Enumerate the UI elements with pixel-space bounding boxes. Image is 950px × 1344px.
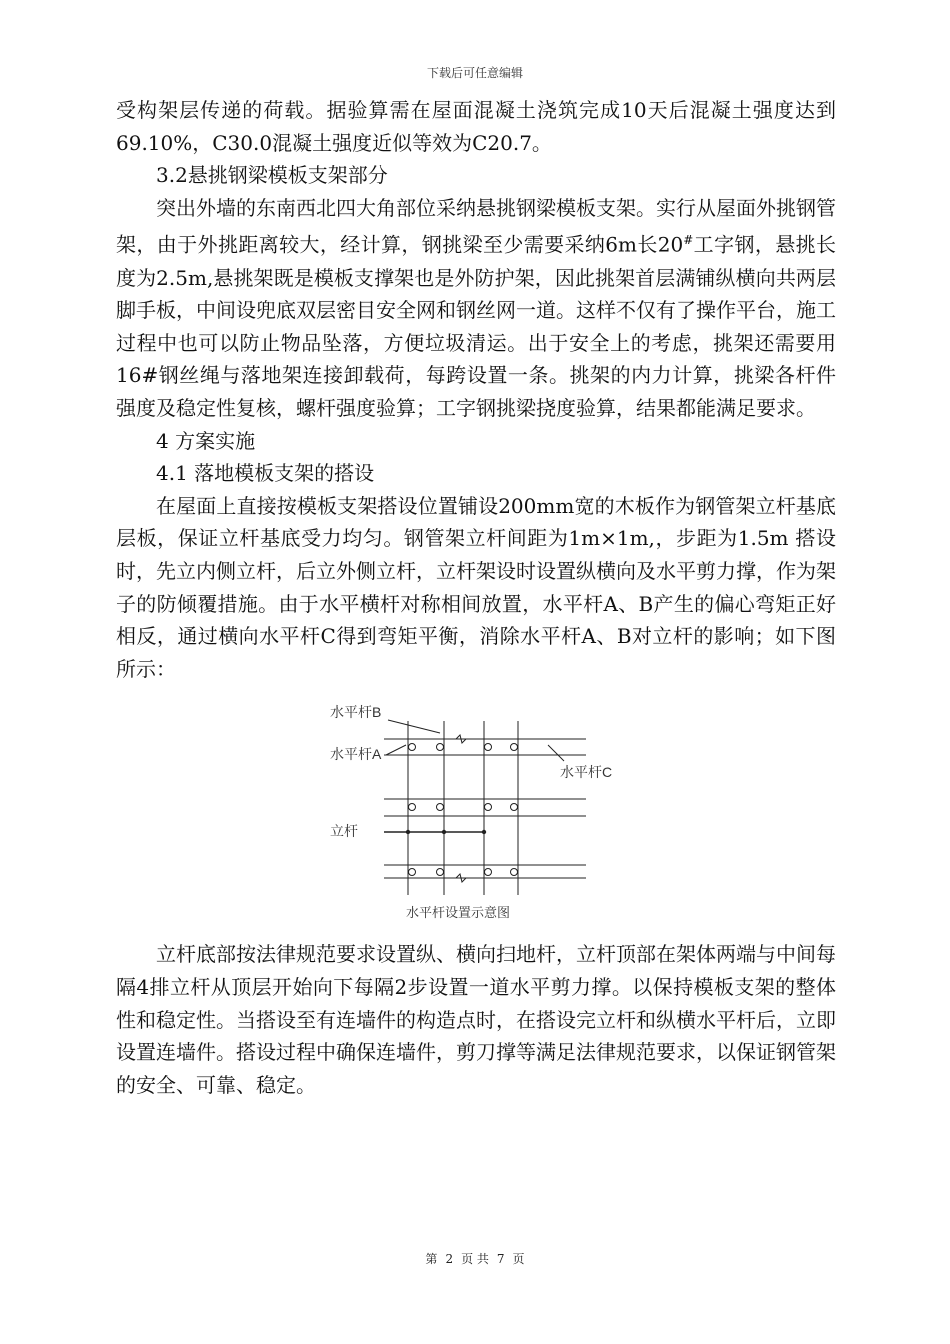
paragraph-4: 立杆底部按法律规范要求设置纵、横向扫地杆，立杆顶部在架体两端与中间每隔4排立杆从顶层开始向下每隔2步设置一道水平剪力撑。以保持模板支架的整体性和稳定性。当搭设至有连墙件的构造点时，在搭设完立杆和纵横水平杆后，立即设置连墙件。搭设过程中确保连墙件，剪刀撑等满足法律规范要求，以保证钢管架的安全、可靠、稳定。 [116, 942, 836, 1097]
leader-line-a [386, 745, 406, 755]
joint-circle [511, 869, 518, 876]
label-bar-b: 水平杆B [330, 704, 382, 721]
section-heading-4-1: 4.1 落地模板支架的搭设 [156, 461, 375, 486]
figure-caption: 水平杆设置示意图 [406, 905, 511, 921]
leader-line-c [548, 745, 564, 761]
footer-page-number: 2 [445, 1252, 454, 1266]
page-header-note: 下载后可任意编辑 [426, 66, 523, 80]
section-heading-3-2: 3.2悬挑钢梁模板支架部分 [156, 163, 388, 188]
footer-suffix: 页 [512, 1252, 525, 1266]
joint-circle [511, 804, 518, 811]
scaffold-diagram-figure [116, 695, 836, 938]
leader-line-b [388, 720, 440, 733]
joint-circle [437, 804, 444, 811]
page-footer [0, 1250, 950, 1267]
joint-circle [511, 744, 518, 751]
joint-circle [485, 744, 492, 751]
footer-total-pages: 7 [496, 1252, 505, 1266]
paragraph-2-part-2: 工字钢，悬挑长度为2.5m,悬挑架既是模板支撑架也是外防护架，因此挑架首层满铺纵横向共两层脚手板，中间设兜底双层密目安全网和钢丝网一道。这样不仅有了操作平台，施工过程中也可以防止物品坠落，方便垃圾清运。出于安全上的考虑，挑架还需要用16#钢丝绳与落地架连接卸载荷，每跨设置一条。挑架的内力计算，挑梁各杆件强度及稳定性复核，螺杆强度验算；工字钢挑梁挠度验算，结果都能满足要求。 [116, 233, 837, 420]
joint-circle [485, 804, 492, 811]
joint-circle [437, 869, 444, 876]
paragraph-1: 受构架层传递的荷载。据验算需在屋面混凝土浇筑完成10天后混凝土强度达到69.10%，C30.0混凝土强度近似等效为C20.7。 [116, 98, 836, 155]
joint-circle [409, 804, 416, 811]
paragraph-2-part-1: 突出外墙的东南西北四大角部位采纳悬挑钢梁模板支架。实行从屋面外挑钢管架，由于外挑距离较大，经计算，钢挑梁至少需要采纳6m长20 [116, 195, 836, 258]
section-heading-4: 4 方案实施 [156, 428, 256, 453]
paragraph-2-superscript: # [683, 233, 694, 248]
label-bar-c: 水平杆C [560, 764, 613, 781]
footer-prefix: 第 [425, 1252, 438, 1266]
joint-circle [409, 744, 416, 751]
label-post: 立杆 [330, 823, 358, 840]
paragraph-2 [116, 192, 836, 425]
paragraph-3: 在屋面上直接按模板支架搭设位置铺设200mm宽的木板作为钢管架立杆基底层板，保证立杆基底受力均匀。钢管架立杆间距为1m×1m,，步距为1.5m 搭设时，先立内侧立杆，后立外侧立杆，立杆架设时设置纵横向及水平剪力撑，作为架子的防倾覆措施。由于水平横杆对称相间放置，水平杆A、B产生的偏心弯矩正好相反，通过横向水平杆C得到弯矩平衡，消除水平杆A、B对立杆的影响；如下图所示： [116, 493, 836, 681]
scaffold-diagram [326, 695, 626, 938]
joint-circle [409, 869, 416, 876]
document-body [116, 94, 836, 1101]
footer-middle: 页 共 [461, 1252, 489, 1266]
joint-circle [485, 869, 492, 876]
label-bar-a: 水平杆A [330, 746, 382, 763]
joint-circle [437, 744, 444, 751]
